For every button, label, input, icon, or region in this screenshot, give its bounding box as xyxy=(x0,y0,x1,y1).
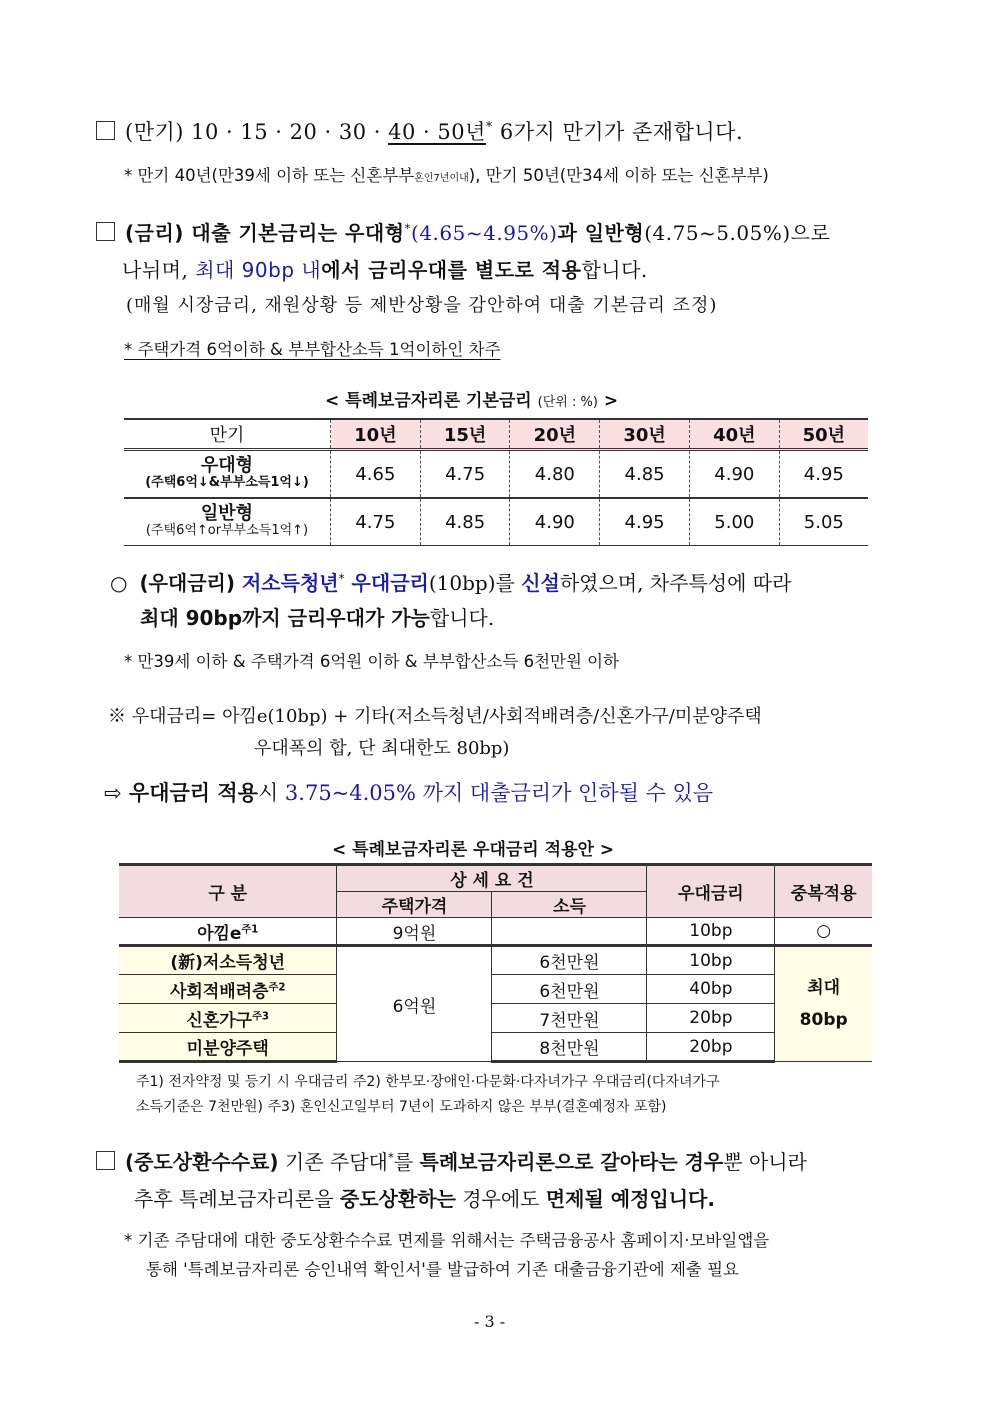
maturity-paragraph xyxy=(96,116,743,146)
house-price-cell: 9억원 xyxy=(337,918,492,946)
rate-text: (금리) 대출 기본금리는 우대형 xyxy=(125,221,405,245)
caption-title: < 특례보금자리론 기본금리 xyxy=(325,391,532,411)
fee-paragraph-line1 xyxy=(96,1146,807,1175)
rate-text: 합니다. xyxy=(581,258,648,282)
pref-text: (10bp)를 xyxy=(428,571,522,595)
row-sublabel: (주택6억↓&부부소득1억↓) xyxy=(145,475,309,490)
rate-max-90bp: 최대 90bp 내 xyxy=(195,258,322,282)
value-cell: 4.95 xyxy=(600,498,690,546)
table-row xyxy=(119,1033,872,1062)
group-duplicate-cell xyxy=(775,946,872,1062)
fee-footnote-line1: * 기존 주담대에 대한 중도상환수수료 면제를 위해서는 주택금융공사 홈페이지·모바일앱을 xyxy=(124,1231,770,1250)
square-bullet-icon xyxy=(96,1151,115,1170)
pref-rate: 우대금리 xyxy=(344,571,429,595)
value-cell: 5.05 xyxy=(779,498,868,546)
table-row xyxy=(119,946,872,975)
header-detail: 상 세 요 건 xyxy=(337,865,647,892)
rate-text: 나뉘며, xyxy=(122,258,196,282)
newly-created: 신설 xyxy=(521,571,560,595)
rate-cell: 10bp xyxy=(647,946,775,975)
footnote-ref: 주3 xyxy=(252,1010,270,1022)
row-label: 사회적배려층 xyxy=(169,981,269,1002)
preferential-paragraph-line2 xyxy=(140,602,494,631)
preferential-table-caption: < 특례보금자리론 우대금리 적용안 > xyxy=(332,840,615,860)
footnote-ref: 주2 xyxy=(268,981,286,993)
fee-text: 경우에도 xyxy=(455,1187,546,1211)
rate-paragraph-line2 xyxy=(122,254,648,283)
table-row-akkim xyxy=(119,918,872,946)
footnote-ref: 주1 xyxy=(241,923,259,935)
rate-cell: 20bp xyxy=(647,1033,775,1062)
value-cell: 5.00 xyxy=(689,498,779,546)
row-sublabel: (주택6억↑or부부소득1억↑) xyxy=(145,523,309,538)
rate-paragraph-line1 xyxy=(96,217,830,246)
row-label-cell xyxy=(119,975,337,1004)
header-cell: 30년 xyxy=(600,419,690,450)
row-label: 일반형 xyxy=(200,503,254,524)
pref-text: 합니다. xyxy=(429,606,495,630)
fee-bold-text: 면제될 예정입니다. xyxy=(545,1187,715,1211)
header-cell: 40년 xyxy=(689,419,779,450)
income-cell xyxy=(492,918,647,946)
caption-unit: (단위 : %) xyxy=(537,395,598,410)
table-header-row xyxy=(124,419,868,450)
value-cell: 4.80 xyxy=(510,450,600,499)
table-row xyxy=(119,975,872,1004)
table-notes-line2: 소득기준은 7천만원) 주3) 혼인신고일부터 7년이 도과하지 않은 부부(결혼예정자 포함) xyxy=(136,1099,667,1115)
footnote-text: ), 만기 50년(만34세 이하 또는 신혼부부) xyxy=(468,166,769,185)
header-cell: 10년 xyxy=(331,419,421,450)
fee-paragraph-line2 xyxy=(134,1183,715,1212)
value-cell: 4.75 xyxy=(420,450,510,499)
result-blue-text: 3.75~4.05% 까지 대출금리가 인하될 수 있음 xyxy=(284,781,714,805)
table-row xyxy=(124,450,868,499)
asterisk: * xyxy=(404,221,412,236)
row-label: 우대형 xyxy=(200,455,254,476)
value-cell: 4.85 xyxy=(600,450,690,499)
footnote-text: * 만기 40년(만39세 이하 또는 신혼부부 xyxy=(124,166,415,185)
fee-tag: (중도상환수수료) xyxy=(125,1150,279,1174)
header-cell: 50년 xyxy=(779,419,868,450)
fee-bold-text: 중도상환하는 xyxy=(339,1187,456,1211)
row-label-cell xyxy=(119,918,337,946)
low-income-youth: 저소득청년 xyxy=(241,571,339,595)
preferential-note-line1: ※ 우대금리= 아낌e(10bp) + 기타(저소득청년/사회적배려층/신혼가구/미분양주택 xyxy=(108,706,762,727)
preferential-paragraph-line1 xyxy=(110,567,791,596)
row-label: 신혼가구 xyxy=(186,1010,253,1031)
value-cell: 4.90 xyxy=(510,498,600,546)
result-text: 우대금리 적용 xyxy=(121,781,258,805)
duplicate-cell: ○ xyxy=(775,918,872,946)
maturity-text: 10 · 15 · 20 · 30 · xyxy=(183,120,389,144)
rate-cell: 10bp xyxy=(647,918,775,946)
value-cell: 4.65 xyxy=(331,450,421,499)
preferential-rate-table xyxy=(119,863,872,1063)
maturity-tag: (만기) xyxy=(125,120,184,144)
header-maturity: 만기 xyxy=(124,419,331,450)
rate-cell: 40bp xyxy=(647,975,775,1004)
max-label: 최대 xyxy=(807,978,841,998)
rate-range-preferred: (4.65~4.95%) xyxy=(411,221,558,245)
header-rate: 우대금리 xyxy=(647,865,775,918)
rate-cell: 20bp xyxy=(647,1004,775,1033)
table-notes-line1: 주1) 전자약정 및 등기 시 우대금리 주2) 한부모·장애인·다문화·다자녀가구 우대금리(다자녀가구 xyxy=(136,1074,720,1090)
income-cell: 6천만원 xyxy=(492,975,647,1004)
value-cell: 4.95 xyxy=(779,450,868,499)
income-cell: 6천만원 xyxy=(492,946,647,975)
row-label: 아낌e xyxy=(197,923,242,944)
table-row xyxy=(124,498,868,546)
value-cell: 4.85 xyxy=(420,498,510,546)
maturity-tail: 6가지 만기가 존재합니다. xyxy=(492,120,744,144)
fee-text: 뿐 아니라 xyxy=(723,1150,807,1174)
row-label-cell xyxy=(119,1004,337,1033)
header-category: 구 분 xyxy=(119,865,337,918)
page-number: - 3 - xyxy=(474,1312,506,1331)
value-cell: 4.75 xyxy=(331,498,421,546)
footnote-small: 혼인7년이내 xyxy=(414,173,469,184)
value-cell: 4.90 xyxy=(689,450,779,499)
row-label-cell: 미분양주택 xyxy=(119,1033,337,1062)
group-house-price-cell: 6억원 xyxy=(337,946,492,1062)
header-duplicate: 중복적용 xyxy=(775,865,872,918)
rate-range-general: (4.75~5.05%)으로 xyxy=(644,221,831,245)
caption-end: > xyxy=(603,391,619,411)
income-cell: 8천만원 xyxy=(492,1033,647,1062)
row-label-cell xyxy=(124,498,331,546)
pref-text: 하였으며, 차주특성에 따라 xyxy=(559,571,792,595)
maturity-footnote xyxy=(124,162,769,186)
result-text: 시 xyxy=(257,781,285,805)
pref-text: 최대 90bp까지 금리우대가 가능 xyxy=(140,606,430,630)
preferential-footnote: * 만39세 이하 & 주택가격 6억원 이하 & 부부합산소득 6천만원 이하 xyxy=(124,652,620,671)
maturity-underlined: 40 · 50년 xyxy=(388,120,486,144)
income-cell: 7천만원 xyxy=(492,1004,647,1033)
fee-footnote-line2: 통해 '특례보금자리론 승인내역 확인서'를 발급하여 기존 대출금융기관에 제출 필요 xyxy=(146,1260,739,1279)
rate-adjust-note: (매월 시장금리, 재원상황 등 제반상황을 감안하여 대출 기본금리 조정) xyxy=(126,295,718,316)
asterisk: * xyxy=(485,119,493,134)
arrow-right-icon: ⇨ xyxy=(104,781,122,805)
row-label-cell: (新)저소득청년 xyxy=(119,946,337,975)
rate-text: 과 일반형 xyxy=(557,221,645,245)
rate-text: 에서 금리우대를 별도로 적용 xyxy=(321,258,582,282)
max-value: 80bp xyxy=(799,1010,848,1030)
header-cell: 15년 xyxy=(420,419,510,450)
preferential-note-line2: 우대폭의 합, 단 최대한도 80bp) xyxy=(254,738,510,759)
base-rate-table-caption xyxy=(325,386,618,411)
pref-tag: (우대금리) xyxy=(139,571,242,595)
fee-text: 를 xyxy=(393,1150,420,1174)
header-house-price: 주택가격 xyxy=(337,892,492,918)
table-header-row xyxy=(119,865,872,892)
fee-bold-text: 특례보금자리론으로 갈아타는 경우 xyxy=(419,1150,724,1174)
asterisk: * xyxy=(387,1150,394,1165)
base-rate-table xyxy=(124,418,868,546)
preferential-result xyxy=(104,777,713,807)
circle-bullet-icon: ○ xyxy=(110,571,128,595)
fee-text: 추후 특례보금자리론을 xyxy=(134,1187,340,1211)
asterisk: * xyxy=(338,571,345,586)
fee-text: 기존 주담대 xyxy=(278,1150,388,1174)
row-label-cell xyxy=(124,450,331,499)
header-cell: 20년 xyxy=(510,419,600,450)
table-row xyxy=(119,1004,872,1033)
header-income: 소득 xyxy=(492,892,647,918)
rate-footnote: * 주택가격 6억이하 & 부부합산소득 1억이하인 차주 xyxy=(124,340,501,359)
square-bullet-icon xyxy=(96,121,115,140)
square-bullet-icon xyxy=(96,222,115,241)
